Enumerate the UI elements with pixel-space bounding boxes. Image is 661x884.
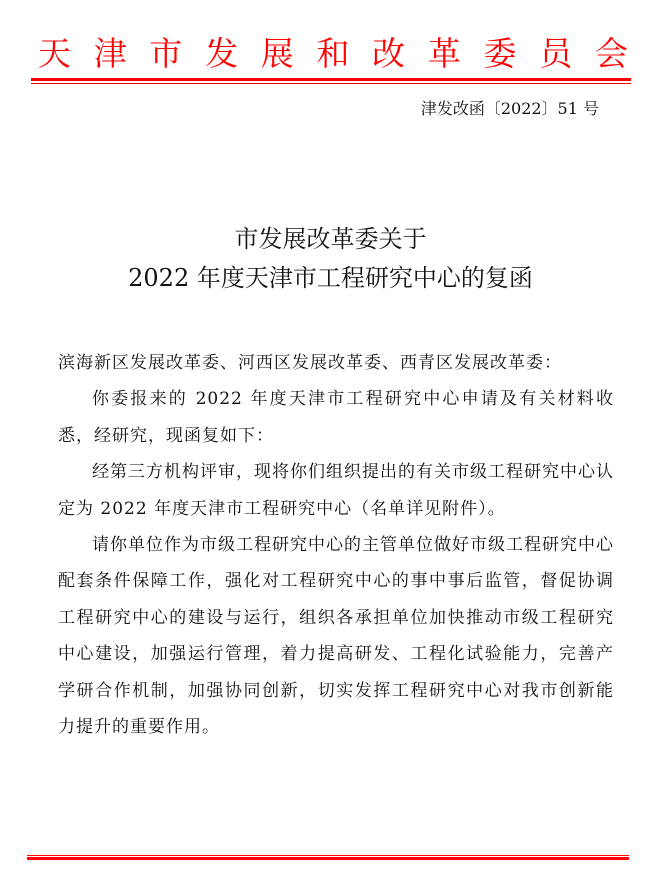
header-divider-thin: [31, 83, 631, 84]
letterhead-char: 和: [316, 34, 350, 73]
letterhead-char: 会: [594, 34, 628, 73]
letterhead-char: 市: [149, 34, 183, 73]
letterhead-char: 发: [205, 34, 239, 73]
letterhead-char: 展: [260, 34, 294, 73]
letterhead-char: 改: [372, 34, 406, 73]
letterhead-org-name: [38, 32, 628, 76]
letterhead-char: 革: [427, 34, 461, 73]
document-number: 津发改函〔2022〕51 号: [420, 99, 599, 118]
salutation: 滨海新区发展改革委、河西区发展改革委、西青区发展改革委：: [58, 353, 562, 373]
title-line-2: 2022 年度天津市工程研究中心的复函: [128, 264, 533, 292]
document-body: [58, 345, 614, 745]
document-title: [0, 220, 661, 298]
letterhead-char: 天: [38, 34, 71, 73]
footer-divider-thick: [27, 857, 629, 860]
letterhead-char: 委: [483, 34, 517, 73]
body-paragraph: 请你单位作为市级工程研究中心的主管单位做好市级工程研究中心配套条件保障工作，强化对工程研究中心的事中事后监管，督促协调工程研究中心的建设与运行，组织各承担单位加快推动市级工程研究中心建设，加强运行管理，着力提高研发、工程化试验能力，完善产学研合作机制，加强协同创新，切实发挥工程研究中心对我市创新能力提升的重要作用。: [58, 535, 614, 738]
footer-divider-thin: [27, 855, 629, 856]
letterhead-char: 员: [539, 34, 573, 73]
body-paragraph: 经第三方机构评审，现将你们组织提出的有关市级工程研究中心认定为 2022 年度天津市工程研究中心（名单详见附件）。: [58, 462, 614, 519]
body-paragraph: 你委报来的 2022 年度天津市工程研究中心申请及有关材料收悉，经研究，现函复如下：: [58, 389, 614, 446]
header-divider-thick: [31, 78, 631, 81]
title-line-1: 市发展改革委关于: [234, 225, 427, 253]
letterhead-char: 津: [93, 34, 127, 73]
